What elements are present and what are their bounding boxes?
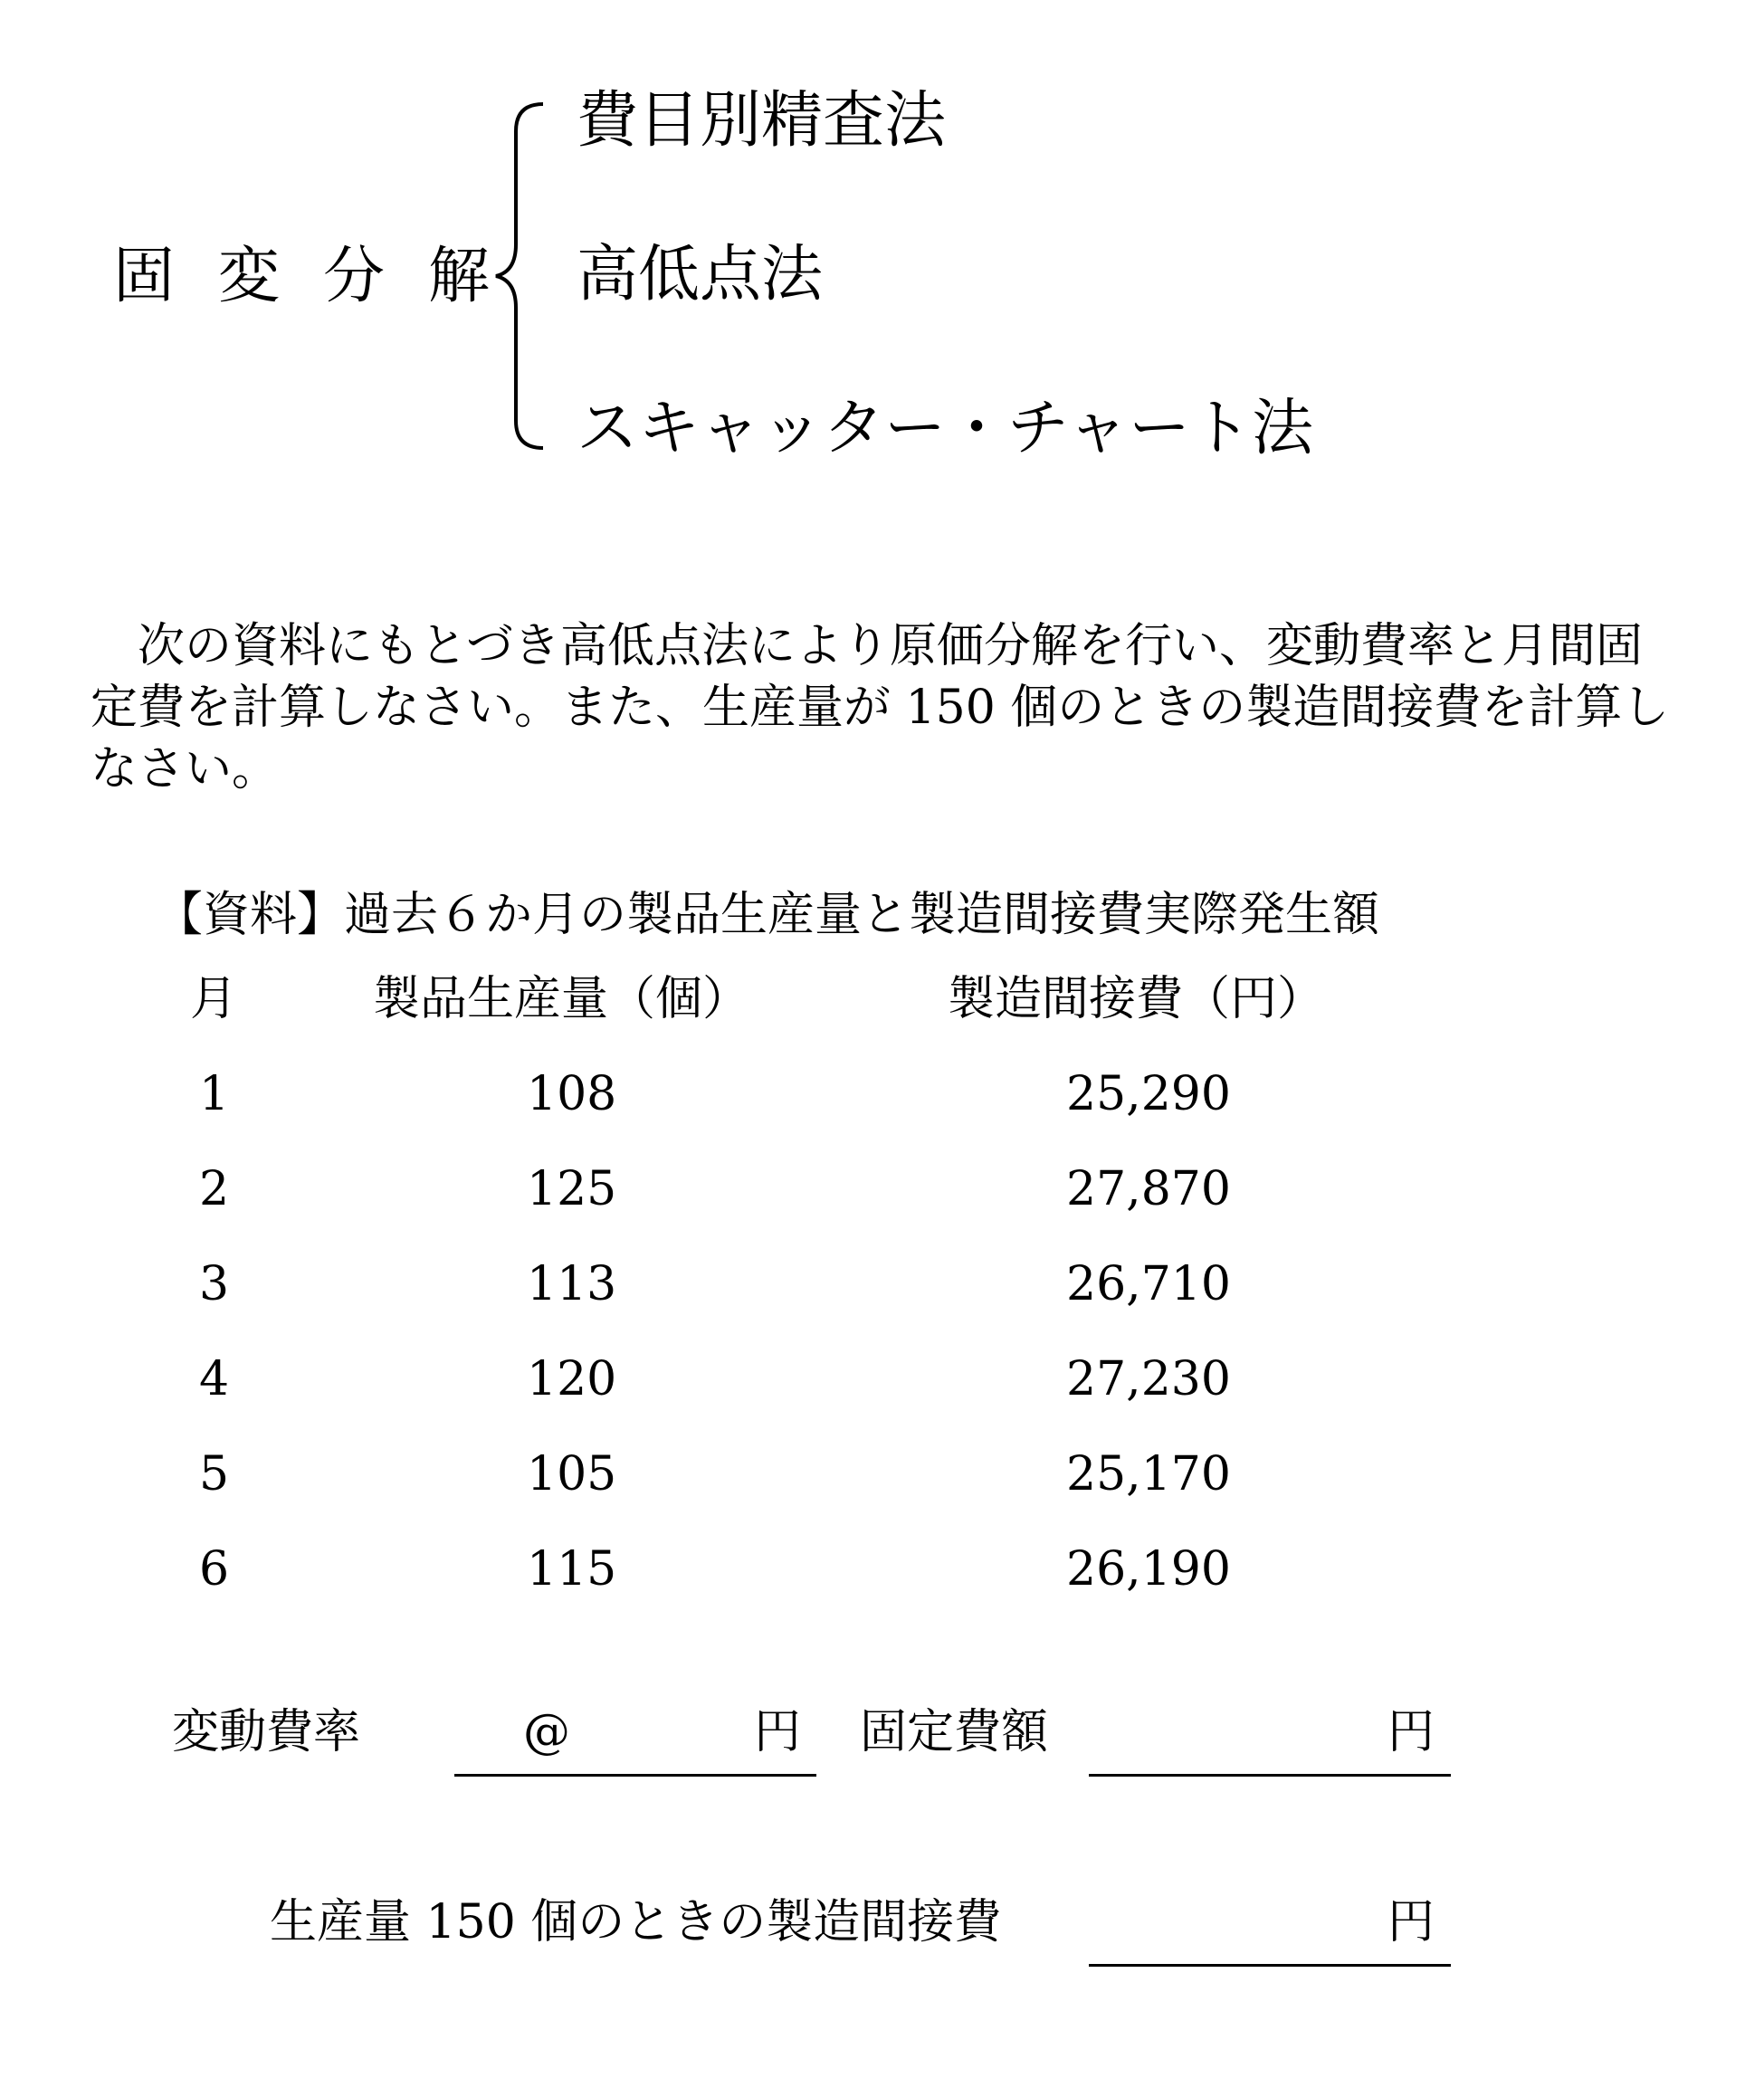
method-item: スキャッター・チャート法 [577, 393, 1313, 464]
column-header-month: 月 [190, 972, 238, 1026]
cell-quantity: 113 [527, 1257, 617, 1311]
overhead-answer-line[interactable] [1089, 1964, 1451, 1967]
fixed-cost-label: 固定費額 [860, 1705, 1049, 1759]
cell-cost: 25,170 [1066, 1447, 1231, 1501]
cell-cost: 26,190 [1066, 1542, 1231, 1597]
cell-cost: 26,710 [1066, 1257, 1231, 1311]
yen-unit: 円 [1387, 1705, 1435, 1759]
cell-month: 1 [199, 1067, 230, 1121]
cell-month: 4 [199, 1352, 230, 1406]
at-sign: @ [523, 1705, 570, 1759]
column-header-cost: 製造間接費（円） [948, 972, 1325, 1026]
cell-month: 3 [199, 1257, 230, 1311]
cell-cost: 27,870 [1066, 1162, 1231, 1216]
data-section-title: 【資料】過去６か月の製品生産量と製造間接費実際発生額 [156, 888, 1380, 942]
cell-quantity: 125 [527, 1162, 617, 1216]
cell-month: 2 [199, 1162, 230, 1216]
column-header-quantity: 製品生産量（個） [373, 972, 750, 1026]
cell-month: 5 [199, 1447, 230, 1501]
instructions-paragraph: 次の資料にもとづき高低点法により原価分解を行い、変動費率と月間固定費を計算しなさい。また、生産量が 150 個のときの製造間接費を計算しなさい。 [91, 619, 1670, 796]
yen-unit: 円 [754, 1705, 802, 1759]
cell-cost: 25,290 [1066, 1067, 1231, 1121]
cell-quantity: 108 [527, 1067, 617, 1121]
variable-rate-answer-line[interactable] [454, 1774, 816, 1777]
curly-brace-icon [489, 100, 552, 453]
overhead-at-150-label: 生産量 150 個のときの製造間接費 [270, 1895, 1002, 1949]
fixed-cost-answer-line[interactable] [1089, 1774, 1451, 1777]
cell-cost: 27,230 [1066, 1352, 1231, 1406]
cell-quantity: 120 [527, 1352, 617, 1406]
yen-unit: 円 [1387, 1895, 1435, 1949]
method-item: 高低点法 [577, 239, 824, 310]
cell-quantity: 115 [527, 1542, 617, 1597]
cell-quantity: 105 [527, 1447, 617, 1501]
variable-rate-label: 変動費率 [172, 1705, 361, 1759]
cell-month: 6 [199, 1542, 230, 1597]
classification-label: 固変分解 [113, 241, 534, 312]
method-item: 費目別精査法 [577, 85, 947, 157]
